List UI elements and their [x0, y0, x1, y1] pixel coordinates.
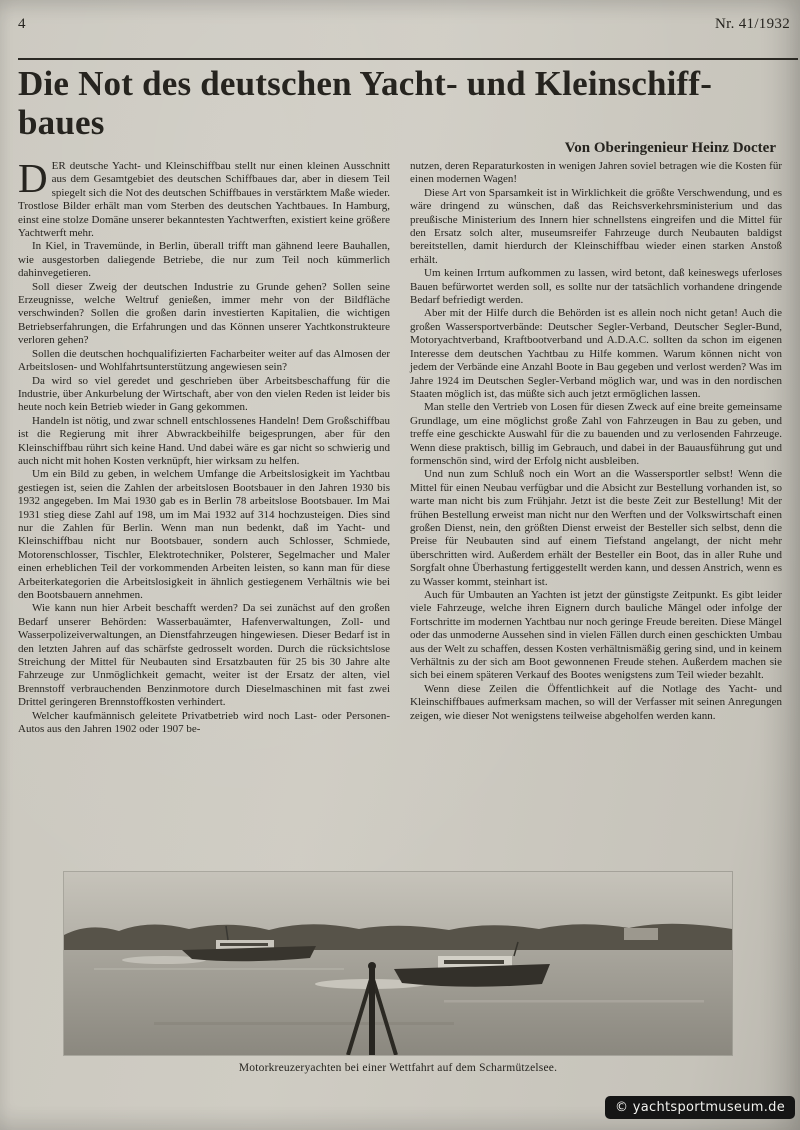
- paragraph: Sollen die deutschen hochqualifizierten Facharbeiter weiter auf das Almosen der Arbeitslosen- und Wohlfahrtsunterstützung angewiesen sein?: [18, 347, 390, 374]
- paragraph: Diese Art von Sparsamkeit ist in Wirklichkeit die größte Verschwendung, und es wäre dringend zu wünschen, daß das Reichsverkehrsministerium und das preußische Ministerium des Innern hier schnellstens eingreifen und die Mittel für den Ersatz solch alter, museumsreifer Fahrzeuge durch Neubauten baldigst bereitstellen, damit hierdurch der Kleinschiffbau wieder einen starken Anstoß erhält.: [410, 186, 782, 266]
- paragraph: DER deutsche Yacht- und Kleinschiffbau stellt nur einen kleinen Ausschnitt aus dem Gesamtgebiet des deutschen Schiffbaues dar, aber in diesem Teil spiegelt sich die Not des deutschen Schiffbaues in verstärktem Maße wieder. Trostlose Bilder erhält man vom Sterben des deutschen Yachtbaues. In Hamburg, einst eine stolze Domäne unserer bekanntesten Yachtwerften, existiert keine größere Yachtwerft mehr.: [18, 155, 390, 240]
- photo-shore-buildings: [624, 928, 658, 940]
- paragraph: Handeln ist nötig, und zwar schnell entschlossenes Handeln! Dem Großschiffbau ist die Regierung mit ihrer Abwrackbeihilfe beigesprungen, aber für den Kleinschiffbau rührt sich keine Hand. Und dabei wäre es gar nicht so schwierig und auch nicht mit hohen Kosten verknüpft, hier wirksam zu helfen.: [18, 414, 390, 467]
- page-number: 4: [18, 16, 26, 32]
- paragraph: Um keinen Irrtum aufkommen zu lassen, wird betont, daß keineswegs uferloses Bauen befürwortet werden soll, es sollte nur der tatsächlich vorhandene dringende Bedarf befriedigt werden.: [410, 267, 782, 307]
- marker-pole: [369, 964, 375, 1055]
- article-title: [18, 64, 796, 142]
- byline: Von Oberingenieur Heinz Docter: [564, 140, 776, 156]
- paragraph: Wie kann nun hier Arbeit beschafft werden? Da sei zunächst auf den großen Bedarf unserer Behörden: Wasserbauämter, Hafenverwaltungen, Zoll- und Wasserpolizeiverwaltungen, an Dienstfahrzeugen hingewiesen. Dieser Bedarf ist in den letzten Jahren auf das schärfste gedrosselt worden. Durch die rücksichtslose Streichung der Mittel für Neubauten sind Ersatzbauten für 25 bis 30 Jahre alte Fahrzeuge zur Unmöglichkeit gemacht, weiter ist der Ersatz der alten, viel Brennstoff verbrauchenden Benzinmotore durch Dieselmaschinen mit fast zwei Drittel geringeren Brennstoffkosten verhindert.: [18, 602, 390, 709]
- water-streak: [94, 968, 344, 970]
- issue-number: Nr. 41/1932: [715, 16, 790, 32]
- paragraph: Wenn diese Zeilen die Öffentlichkeit auf die Notlage des Yacht- und Kleinschiffbaues aufmerksam machen, so will der Verfasser mit seinen Anregungen zeigen, wie dieser Not wenigstens teilweise abgeholfen werden kann.: [410, 682, 782, 722]
- paragraph: Welcher kaufmännisch geleitete Privatbetrieb wird noch Last- oder Personen-Autos aus den Jahren 1902 oder 1907 be-: [18, 709, 390, 736]
- marker-top: [368, 962, 376, 970]
- paragraph: Und nun zum Schluß noch ein Wort an die Wassersportler selbst! Wenn die Mittel für einen Neubau verfügbar und die Absicht zur Bestellung vorhanden ist, so warte man nicht bis zum Frühjahr. Jetzt ist die beste Zeit zur Bestellung! Mit der frühen Bestellung erweist man nicht nur den Werften und der Volkswirtschaft einen großen Dienst, nein, den größten Dienst erweist der Besteller sich selbst, denn die Preise für Neubauten sind auf einem Tiefstand angelangt, der nicht mehr überschritten wird. Außerdem erhält der Besteller ein Boot, das in aller Ruhe und Sorgfalt ohne Überhastung fertiggestellt werden kann, und dessen Anstrich, wenn es zu Wasser kommt, steinhart ist.: [410, 468, 782, 588]
- header-rule: [18, 58, 798, 60]
- paragraph: Da wird so viel geredet und geschrieben über Arbeitsbeschaffung für die Industrie, über Ankurbelung der Wirtschaft, aber von den vielen Reden ist leider bis heute noch kein Betrieb wieder in Gang gekommen.: [18, 374, 390, 414]
- article-title-line1: Die Not des deutschen Yacht- und Kleinschiff-: [18, 64, 713, 103]
- paragraph: Man stelle den Vertrieb von Losen für diesen Zweck auf eine breite gemeinsame Grundlage, um eine möglichst große Zahl von Fahrzeugen in Bau zu geben, und treffe eine geschickte Auswahl für die zu bauenden und zu verlosenden Fahrzeuge. Wenn diese praktisch, billig im Gebrauch, und dabei in der Bauausführung gut und formenschön sind, wird der Erfolg nicht ausbleiben.: [410, 401, 782, 467]
- left-column: [18, 155, 390, 736]
- page-header: [18, 16, 790, 33]
- paragraph: Aber mit der Hilfe durch die Behörden ist es allein noch nicht getan! Auch die großen Wassersportverbände: Deutscher Segler-Verband, Deutscher Segler-Bund, Motoryachtverband, Kraftbootverband und A.D.A.C. sollten da schon im eigenen Interesse dem deutschen Yachtbau zu Hilfe kommen. Warum können nicht von jedem der Verbände eine Anzahl Boote in Bau gegeben und verlost werden? Was im Jahre 1924 im Deutschen Segler-Verband möglich war, und was in den nordischen Staaten möglich ist, das müßte sich auch jetzt ermöglichen lassen.: [410, 307, 782, 400]
- watermark-text: © yachtsportmuseum.de: [615, 1100, 785, 1115]
- article-title-line2: baues: [18, 103, 105, 142]
- paragraph: In Kiel, in Travemünde, in Berlin, überall trifft man gähnend leere Bauhallen, wie ausgestorben daliegende Betriebe, die nur zum Teil noch kümmerlich dahinvegetieren.: [18, 240, 390, 280]
- cabin-windows: [444, 960, 504, 964]
- water-streak: [444, 1000, 704, 1003]
- lake-scene-illustration: [64, 872, 732, 1055]
- right-column: [410, 160, 782, 723]
- paragraph: Soll dieser Zweig der deutschen Industrie zu Grunde gehen? Sollen seine Erzeugnisse, welche Weltruf genießen, immer mehr von der Bildfläche verschwinden? Sollen die großen darin investierten Kapitalien, die wichtigen Betriebserfahrungen, die Erfahrungen und das Können unserer Yachtkonstrukteure verloren gehen?: [18, 280, 390, 347]
- paragraph: Um ein Bild zu geben, in welchem Umfange die Arbeitslosigkeit im Yachtbau gestiegen ist, seien die Zahlen der arbeitslosen Bootsbauer in den Jahren 1930 bis 1932 angegeben. Im Mai 1930 gab es in Berlin 78 arbeitslose Bootsbauer. Im Mai 1931 stieg diese Zahl auf 198, um im Mai 1932 auf 314 hochzusteigen. Dies sind nur die Zahlen für Berlin. Wenn man nun bedenkt, daß im Yacht- und Kleinschiffbau nicht nur Bootsbauer, sondern auch Schlosser, Schmiede, Motorenschlosser, Tischler, Elektrotechniker, Polsterer, Segelmacher und Maler einen erheblichen Teil der vorkommenden Arbeiten leisten, so kann man für diese Arbeiterkategorien die Arbeitslosigkeit in ähnlich gestiegenem Verhältnis wie bei den Bootsbauern annehmen.: [18, 468, 390, 601]
- photo-caption: Motorkreuzeryachten bei einer Wettfahrt auf dem Scharmützelsee.: [238, 1062, 558, 1074]
- water-streak: [154, 1022, 454, 1025]
- article-photo: [64, 872, 732, 1055]
- paragraph: Auch für Umbauten an Yachten ist jetzt der günstigste Zeitpunkt. Es gibt leider viele Fahrzeuge, welche ihren Eignern durch bauliche Mängel oder infolge der Fortschritte im modernen Yachtbau nur noch geringe Freude bereiten. Diese Mängel oder das unmoderne Aussehen sind in vielen Fällen durch einen geschickten Umbau aus der Welt zu schaffen, dessen Kosten verhältnismäßig gering sind, und in keinem Verhältnis zu der sich am Boot gewonnenen Freude stehen. Außerdem machen sie sich bei einem späteren Verkauf des Bootes wenigstens zum Teil wieder bezahlt.: [410, 589, 782, 682]
- cabin-windows: [220, 943, 268, 946]
- paragraph: nutzen, deren Reparaturkosten in wenigen Jahren soviel betragen wie die Kosten für einen modernen Wagen!: [410, 160, 782, 186]
- watermark-badge: [605, 1096, 795, 1119]
